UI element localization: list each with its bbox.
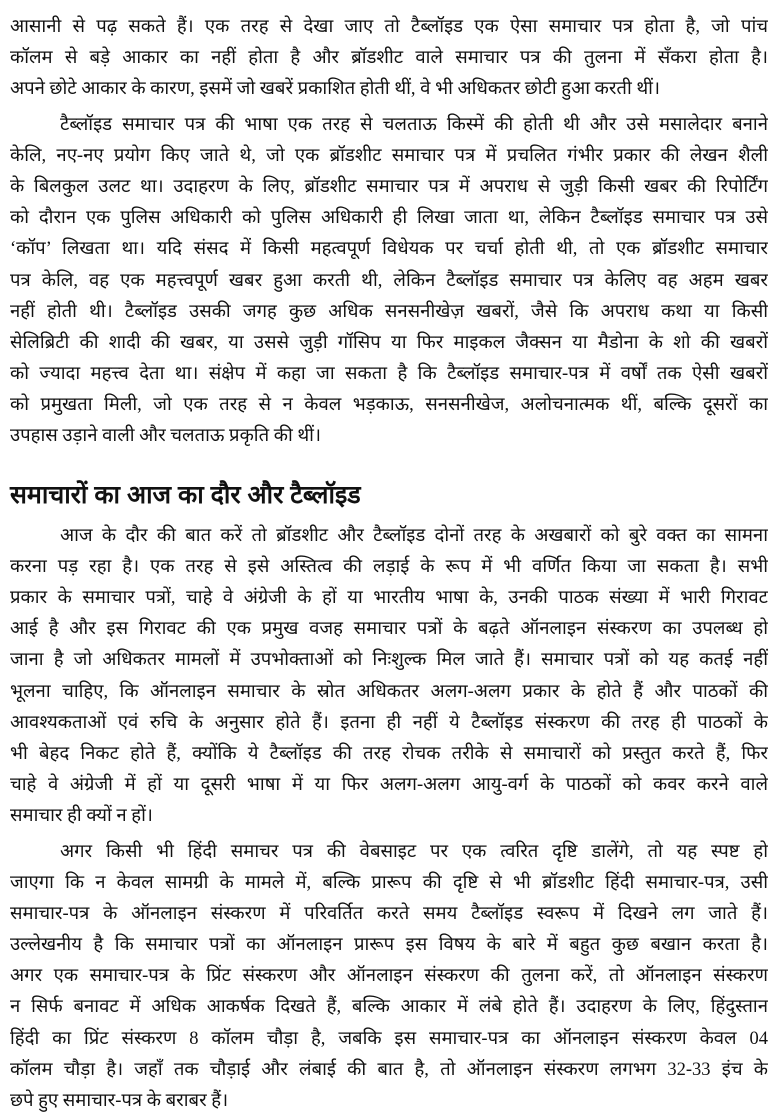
paragraph-line: आई है और इस गिरावट की एक प्रमुख वजह समाचार पत्रों के बढ़ते ऑनलाइन संस्करण का उपलब्ध हो xyxy=(10,614,768,645)
paragraph-line: जाना है जो अधिकतर मामलों में उपभोक्ताओं को निःशुल्क मिल जाते हैं। समाचार पत्रों को यह कतई नहीं xyxy=(10,645,768,676)
paragraph-line: को प्रमुखता मिली, जो एक तरह से न केवल भड़काऊ, सनसनीखेज, अलोचनात्मक थीं, बल्कि दूसरों का xyxy=(10,390,768,421)
paragraph-line: समाचार-पत्र के ऑनलाइन संस्करण में परिवर्तित करते समय टैब्लॉइड स्वरूप में दिखने लग जाते हैं। xyxy=(10,899,768,930)
paragraph-line: उल्लेखनीय है कि समाचार पत्रों का ऑनलाइन प्रारूप इस विषय के बारे में बहुत कुछ बखान करता है। xyxy=(10,930,768,961)
paragraph-line: आवश्यकताओं एवं रुचि के अनुसार होते हैं। इतना ही नहीं ये टैब्लॉइड संस्करण की तरह ही पाठकों के xyxy=(10,708,768,739)
paragraph-line: आज के दौर की बात करें तो ब्रॉडशीट और टैब्लॉइड दोनों तरह के अखबारों को बुरे वक्त का सामना xyxy=(10,521,768,552)
paragraph-line: करना पड़ रहा है। एक तरह से इसे अस्तित्व की लड़ाई के रूप में भी वर्णित किया जा सकता है। सभी xyxy=(10,552,768,583)
paragraph-line: को दौरान एक पुलिस अधिकारी को पुलिस अधिकारी ही लिखा जाता था, लेकिन टैब्लॉइड समाचार पत्र उसे xyxy=(10,203,768,234)
paragraph-line: आसानी से पढ़ सकते हैं। एक तरह से देखा जाए तो टैब्लॉइड एक ऐसा समाचार पत्र होता है, जो पांच xyxy=(10,12,768,43)
paragraph-line: के बिलकुल उलट था। उदाहरण के लिए, ब्रॉडशीट समाचार पत्र में अपराध से जुड़ी किसी खबर की रिपोर्टिंग xyxy=(10,172,768,203)
paragraph-line: न सिर्फ बनावट में अधिक आकर्षक दिखते हैं, बल्कि आकार में लंबे होते हैं। उदाहरण के लिए, हिंदुस्तान xyxy=(10,992,768,1023)
paragraph xyxy=(10,521,768,833)
paragraph-line: हिंदी का प्रिंट संस्करण 8 कॉलम चौड़ा है, जबकि इस समाचार-पत्र का ऑनलाइन संस्करण केवल 04 xyxy=(10,1024,768,1055)
section-body-before-heading xyxy=(10,12,768,453)
paragraph-line: भूलना चाहिए, कि ऑनलाइन समाचार के स्रोत अधिकतर अलग-अलग प्रकार के होते हैं और पाठकों की xyxy=(10,677,768,708)
paragraph-line: छपे हुए समाचार-पत्र के बराबर हैं। xyxy=(10,1086,768,1117)
paragraph xyxy=(10,837,768,1117)
paragraph-line: केलि, नए-नए प्रयोग किए जाते थे, जो एक ब्रॉडशीट समाचार पत्र में प्रचलित गंभीर प्रकार की लेखन शैली xyxy=(10,141,768,172)
paragraph-line: प्रकार के समाचार पत्रों, चाहे वे अंग्रेजी के हों या भारतीय भाषा के, उनकी पाठक संख्या में भारी गिरावट xyxy=(10,583,768,614)
paragraph-line: अगर एक समाचार-पत्र के प्रिंट संस्करण और ऑनलाइन संस्करण की तुलना करें, तो ऑनलाइन संस्करण xyxy=(10,961,768,992)
paragraph xyxy=(10,110,768,453)
section-heading: समाचारों का आज का दौर और टैब्लॉइड xyxy=(10,475,768,515)
paragraph xyxy=(10,12,768,106)
paragraph-line: जाएगा कि न केवल सामग्री के मामले में, बल्कि प्रारूप की दृष्टि से भी ब्रॉडशीट हिंदी समाचार-पत्र, उसी xyxy=(10,868,768,899)
paragraph-line: भी बेहद निकट होते हैं, क्योंकि ये टैब्लॉइड की तरह रोचक तरीके से समाचारों को प्रस्तुत करते हैं, फिर xyxy=(10,739,768,770)
paragraph-line: अपने छोटे आकार के कारण, इसमें जो खबरें प्रकाशित होती थीं, वे भी अधिकतर छोटी हुआ करती थीं। xyxy=(10,74,768,105)
paragraph-line: उपहास उड़ाने वाली और चलताऊ प्रकृति की थीं। xyxy=(10,421,768,452)
paragraph-line: समाचार ही क्यों न हों। xyxy=(10,801,768,832)
section-body-after-heading xyxy=(10,521,768,1117)
paragraph-line: चाहे वे अंग्रेजी में हों या दूसरी भाषा में या फिर अलग-अलग आयु-वर्ग के पाठकों को कवर करने वाले xyxy=(10,770,768,801)
paragraph-line: कॉलम से बड़े आकार का नहीं होता है और ब्रॉडशीट वाले समाचार पत्र की तुलना में सँकरा होता है। xyxy=(10,43,768,74)
paragraph-line: सेलिब्रिटी की शादी की खबर, या उससे जुड़ी गॉसिप या फिर माइकल जैक्सन या मैडोना के शो की खबरों xyxy=(10,328,768,359)
paragraph-line: अगर किसी भी हिंदी समाचर पत्र की वेबसाइट पर एक त्वरित दृष्टि डालेंगे, तो यह स्पष्ट हो xyxy=(10,837,768,868)
paragraph-line: ‘कॉप’ लिखता था। यदि संसद में किसी महत्वपूर्ण विधेयक पर चर्चा होती थी, तो एक ब्रॉडशीट समाचार xyxy=(10,234,768,265)
paragraph-line: टैब्लॉइड समाचार पत्र की भाषा एक तरह से चलताऊ किस्में की होती थी और उसे मसालेदार बनाने xyxy=(10,110,768,141)
paragraph-line: को ज्यादा महत्त्व देता था। संक्षेप में कहा जा सकता है कि टैब्लॉइड समाचार-पत्र में वर्षों तक ऐसी खबरों xyxy=(10,359,768,390)
paragraph-line: नहीं होती थी। टैब्लॉइड उसकी जगह कुछ अधिक सनसनीखेज़ खबरों, जैसे कि अपराध कथा या किसी xyxy=(10,297,768,328)
paragraph-line: पत्र केलि, वह एक महत्त्वपूर्ण खबर हुआ करती थी, लेकिन टैब्लॉइड समाचार पत्र केलिए वह अहम खबर xyxy=(10,266,768,297)
paragraph-line: कॉलम चौड़ा है। जहाँ तक चौड़ाई और लंबाई की बात है, तो ऑनलाइन संस्करण लगभग 32-33 इंच के xyxy=(10,1055,768,1086)
